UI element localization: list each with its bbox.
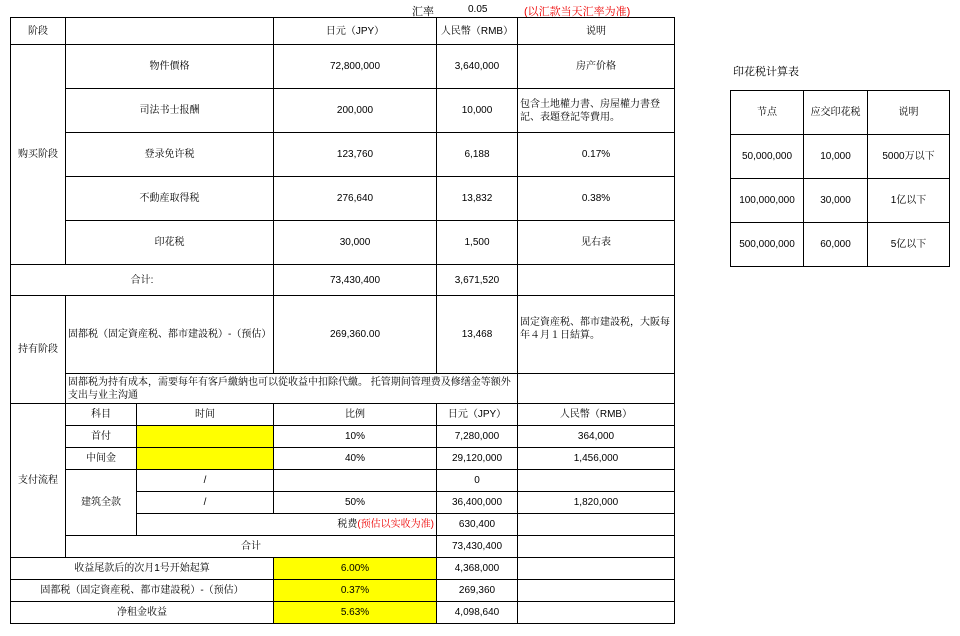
- full-jpy-1: 0: [437, 470, 518, 492]
- holding-note-row: [11, 374, 675, 404]
- purchase-total-label: 合计:: [11, 265, 274, 296]
- yield-jpy: 4,098,640: [437, 602, 518, 624]
- header-stage: 阶段: [11, 18, 66, 45]
- full-ratio-1: [274, 470, 437, 492]
- purchase-jpy: 30,000: [274, 221, 437, 265]
- purchase-item: 登录免许税: [66, 133, 274, 177]
- middle-subject: 中间金: [66, 448, 137, 470]
- yield-empty: [518, 580, 675, 602]
- yield-label: 收益尾款后的次月1号开始起算: [11, 558, 274, 580]
- down-ratio: 10%: [274, 426, 437, 448]
- holding-desc: 固定資産税、都市建設税，大阪每年４月１日結算。: [518, 296, 675, 374]
- payment-header-rmb: 人民幣（RMB）: [518, 404, 675, 426]
- purchase-rmb: 6,188: [437, 133, 518, 177]
- purchase-item: 不動産取得税: [66, 177, 274, 221]
- purchase-desc: 见右表: [518, 221, 675, 265]
- purchase-row: [11, 221, 675, 265]
- exchange-rate-value: 0.05: [468, 4, 488, 15]
- stamp-tax: 60,000: [804, 223, 868, 267]
- yield-label: 净租金收益: [11, 602, 274, 624]
- holding-jpy: 269,360.00: [274, 296, 437, 374]
- yield-empty: [518, 602, 675, 624]
- yield-jpy: 269,360: [437, 580, 518, 602]
- full-rmb-1: [518, 470, 675, 492]
- down-subject: 首付: [66, 426, 137, 448]
- full-subject: 建筑全款: [66, 470, 137, 536]
- payment-total-label: 合计: [66, 536, 437, 558]
- header-rmb: 人民幣（RMB）: [437, 18, 518, 45]
- stamp-header-tax: 应交印花税: [804, 91, 868, 135]
- tax-note: (预估以实收为准): [357, 519, 434, 530]
- purchase-total-jpy: 73,430,400: [274, 265, 437, 296]
- payment-stage-cell: 支付流程: [11, 404, 66, 558]
- purchase-item: 印花税: [66, 221, 274, 265]
- purchase-jpy: 123,760: [274, 133, 437, 177]
- payment-header-ratio: 比例: [274, 404, 437, 426]
- yield-row: [11, 558, 675, 580]
- stamp-table-title: 印花税计算表: [733, 66, 799, 78]
- stamp-tax: 10,000: [804, 135, 868, 179]
- purchase-jpy: 200,000: [274, 89, 437, 133]
- header-desc: 说明: [518, 18, 675, 45]
- purchase-row: [11, 177, 675, 221]
- yield-pct: 5.63%: [274, 602, 437, 624]
- holding-note: 固都税为持有成本，需要每年有客戶繳納也可以從收益中扣除代繳。 托管期间管理费及修缮金等额外支出与业主沟通: [66, 374, 518, 404]
- stamp-tax-table: [730, 90, 950, 267]
- yield-row: [11, 602, 675, 624]
- down-jpy: 7,280,000: [437, 426, 518, 448]
- stamp-node: 500,000,000: [731, 223, 804, 267]
- yield-row: [11, 580, 675, 602]
- holding-item: 固都税（固定資産税、都市建設税）-（预估）: [66, 296, 274, 374]
- stamp-row: [731, 179, 950, 223]
- stamp-node: 50,000,000: [731, 135, 804, 179]
- holding-rmb: 13,468: [437, 296, 518, 374]
- stamp-desc: 5000万以下: [868, 135, 950, 179]
- yield-label: 固都税（固定資産税、都市建設税）-（预估）: [11, 580, 274, 602]
- full-rmb-2: 1,820,000: [518, 492, 675, 514]
- middle-jpy: 29,120,000: [437, 448, 518, 470]
- tax-label-cell: [137, 514, 437, 536]
- yield-pct: 0.37%: [274, 580, 437, 602]
- purchase-item: 物件價格: [66, 45, 274, 89]
- payment-middle-row: [11, 448, 675, 470]
- stamp-node: 100,000,000: [731, 179, 804, 223]
- middle-time-cell: [137, 448, 274, 470]
- stamp-tax: 30,000: [804, 179, 868, 223]
- purchase-total-row: [11, 265, 675, 296]
- holding-note-empty: [518, 374, 675, 404]
- purchase-row: [11, 89, 675, 133]
- payment-total-rmb: [518, 536, 675, 558]
- payment-header-jpy: 日元（JPY）: [437, 404, 518, 426]
- payment-total-jpy: 73,430,400: [437, 536, 518, 558]
- payment-down-row: [11, 426, 675, 448]
- payment-header-row: [11, 404, 675, 426]
- full-ratio-2: 50%: [274, 492, 437, 514]
- yield-jpy: 4,368,000: [437, 558, 518, 580]
- purchase-rmb: 3,640,000: [437, 45, 518, 89]
- purchase-jpy: 276,640: [274, 177, 437, 221]
- full-time-1: /: [137, 470, 274, 492]
- full-jpy-2: 36,400,000: [437, 492, 518, 514]
- payment-header-subject: 科目: [66, 404, 137, 426]
- stamp-row: [731, 223, 950, 267]
- purchase-desc: 房产价格: [518, 45, 675, 89]
- down-time-cell: [137, 426, 274, 448]
- yield-pct: 6.00%: [274, 558, 437, 580]
- payment-header-time: 时间: [137, 404, 274, 426]
- stamp-desc: 1亿以下: [868, 179, 950, 223]
- stamp-desc: 5亿以下: [868, 223, 950, 267]
- middle-rmb: 1,456,000: [518, 448, 675, 470]
- holding-stage-cell: 持有阶段: [11, 296, 66, 404]
- header-jpy: 日元（JPY）: [274, 18, 437, 45]
- purchase-desc: 0.17%: [518, 133, 675, 177]
- purchase-rmb: 1,500: [437, 221, 518, 265]
- tax-label: 税费: [337, 519, 358, 530]
- purchase-row: [11, 133, 675, 177]
- purchase-jpy: 72,800,000: [274, 45, 437, 89]
- purchase-item: 司法书士报酬: [66, 89, 274, 133]
- down-rmb: 364,000: [518, 426, 675, 448]
- header-row: [11, 18, 675, 45]
- stamp-row: [731, 135, 950, 179]
- stamp-header-row: [731, 91, 950, 135]
- purchase-total-desc: [518, 265, 675, 296]
- stamp-header-node: 节点: [731, 91, 804, 135]
- yield-empty: [518, 558, 675, 580]
- exchange-rate-label: 汇率: [412, 6, 434, 18]
- stamp-header-desc: 说明: [868, 91, 950, 135]
- tax-jpy: 630,400: [437, 514, 518, 536]
- cost-table: [10, 17, 675, 624]
- payment-full-row: [11, 470, 675, 492]
- holding-row: [11, 296, 675, 374]
- tax-rmb: [518, 514, 675, 536]
- middle-ratio: 40%: [274, 448, 437, 470]
- purchase-row: [11, 45, 675, 89]
- purchase-total-rmb: 3,671,520: [437, 265, 518, 296]
- full-time-2: /: [137, 492, 274, 514]
- purchase-stage-cell: 购买阶段: [11, 45, 66, 265]
- purchase-desc: 包含土地權力書、房屋權力書登記、表題登記等費用。: [518, 89, 675, 133]
- purchase-rmb: 13,832: [437, 177, 518, 221]
- header-empty: [66, 18, 274, 45]
- purchase-rmb: 10,000: [437, 89, 518, 133]
- purchase-desc: 0.38%: [518, 177, 675, 221]
- exchange-rate-note: (以汇款当天汇率为准): [524, 6, 631, 18]
- payment-total-row: [11, 536, 675, 558]
